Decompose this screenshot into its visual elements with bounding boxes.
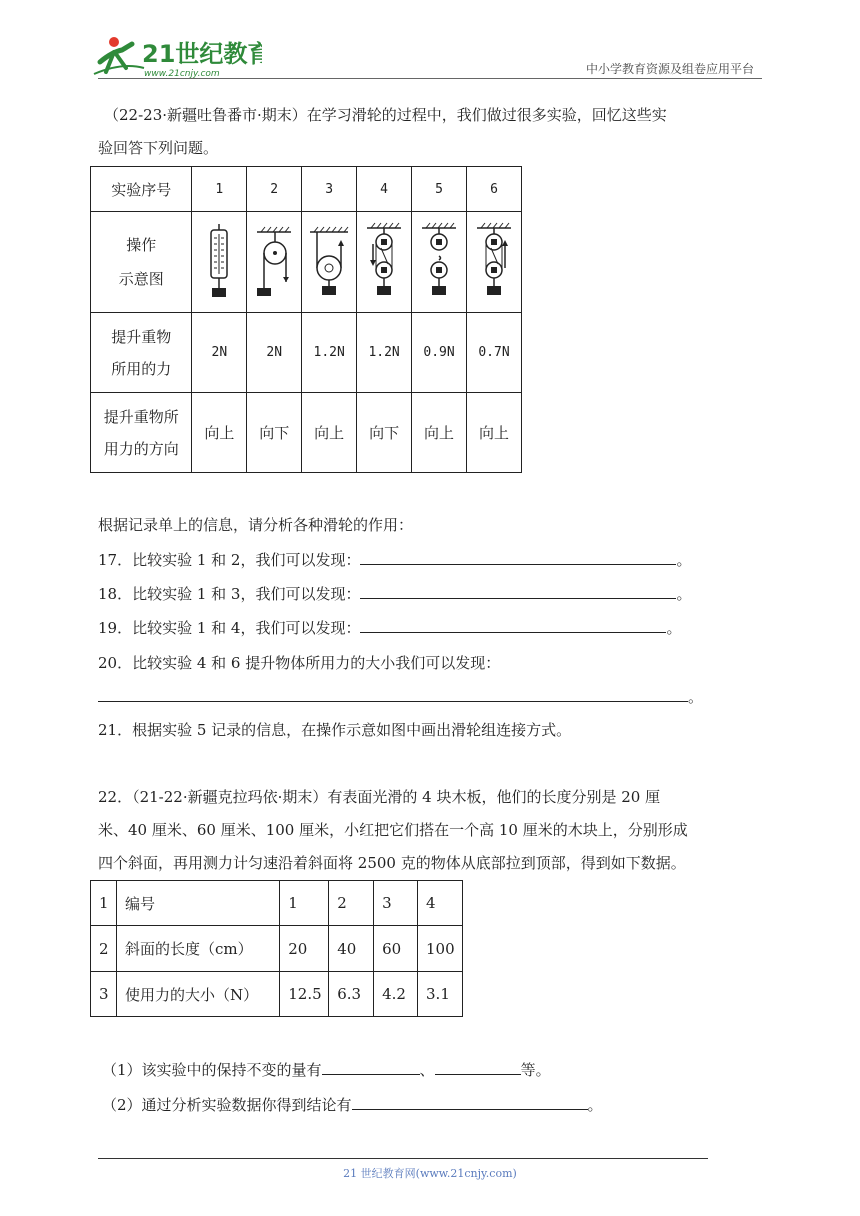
figure-cell <box>467 212 522 313</box>
table-cell: 2 <box>329 881 374 926</box>
answer-blank[interactable] <box>98 686 688 702</box>
row-number: 1 <box>91 881 117 926</box>
force-cell: 1.2N <box>357 313 412 393</box>
answer-blank[interactable] <box>322 1059 420 1075</box>
table-cell: 4.2 <box>374 972 418 1017</box>
direction-cell: 向上 <box>412 393 467 473</box>
table-cell: 3.1 <box>418 972 463 1017</box>
force-cell: 2N <box>192 313 247 393</box>
platform-name: 中小学教育资源及组卷应用平台 <box>585 62 754 76</box>
seq-cell: 5 <box>412 167 467 212</box>
question-22-line2: 米、40 厘米、60 厘米、100 厘米，小红把它们搭在一个高 10 厘米的木块上，分别形成 <box>98 821 688 839</box>
runner-icon <box>94 37 144 74</box>
pulley-experiment-table <box>90 166 522 473</box>
pulley-block-icon <box>416 220 462 304</box>
seq-cell: 1 <box>192 167 247 212</box>
figure-cell <box>247 212 302 313</box>
question-18: 18．比较实验 1 和 3，我们可以发现： 。 <box>98 585 692 603</box>
pulley-block-icon <box>471 220 517 304</box>
svg-text:www.21cnjy.com: www.21cnjy.com <box>144 69 220 79</box>
header-divider <box>98 78 762 79</box>
direction-cell: 向上 <box>192 393 247 473</box>
question-22-line1: 22．（21-22·新疆克拉玛依·期末）有表面光滑的 4 块木板，他们的长度分别是 20 厘 <box>98 788 661 806</box>
figure-cell <box>302 212 357 313</box>
answer-blank[interactable] <box>360 583 676 599</box>
figure-label: 操作 示意图 <box>91 212 192 313</box>
fixed-pulley-icon <box>251 222 297 302</box>
row-number: 3 <box>91 972 117 1017</box>
direction-cell: 向下 <box>357 393 412 473</box>
question-intro-line2: 验回答下列问题。 <box>98 139 219 157</box>
direction-cell: 向下 <box>247 393 302 473</box>
seq-cell: 4 <box>357 167 412 212</box>
table-cell: 1 <box>280 881 329 926</box>
answer-blank[interactable] <box>360 617 666 633</box>
question-22-1: （1）该实验中的保持不变的量有 、 等。 <box>102 1061 551 1079</box>
table-cell: 12.5 <box>280 972 329 1017</box>
question-20-answer: 。 <box>98 686 703 708</box>
question-17: 17．比较实验 1 和 2，我们可以发现： 。 <box>98 551 692 569</box>
analysis-intro: 根据记录单上的信息，请分析各种滑轮的作用： <box>98 516 414 534</box>
footer-text: 21 世纪教育网(www.21cnjy.com) <box>343 1167 517 1180</box>
force-cell: 2N <box>247 313 302 393</box>
question-20: 20．比较实验 4 和 6 提升物体所用力的大小我们可以发现： <box>98 654 501 672</box>
table-cell: 4 <box>418 881 463 926</box>
footer-divider <box>98 1158 708 1159</box>
pulley-block-icon <box>361 220 407 304</box>
table-cell: 6.3 <box>329 972 374 1017</box>
svg-text:21世纪教育: 21世纪教育 <box>142 40 262 68</box>
force-label: 提升重物 所用的力 <box>91 313 192 393</box>
question-22-line3: 四个斜面，再用测力计匀速沿着斜面将 2500 克的物体从底部拉到顶部，得到如下数据。 <box>98 854 686 872</box>
force-cell: 1.2N <box>302 313 357 393</box>
table-cell: 20 <box>280 926 329 972</box>
answer-blank[interactable] <box>435 1059 521 1075</box>
force-cell: 0.7N <box>467 313 522 393</box>
seq-label: 实验序号 <box>91 167 192 212</box>
seq-cell: 6 <box>467 167 522 212</box>
incline-data-table <box>90 880 463 1017</box>
direction-cell: 向上 <box>467 393 522 473</box>
question-21: 21．根据实验 5 记录的信息，在操作示意如图中画出滑轮组连接方式。 <box>98 721 572 739</box>
row-header: 编号 <box>116 881 279 926</box>
seq-cell: 2 <box>247 167 302 212</box>
movable-pulley-icon <box>306 222 352 302</box>
table-cell: 60 <box>374 926 418 972</box>
site-logo <box>92 32 262 82</box>
question-22-2: （2）通过分析实验数据你得到结论有 。 <box>102 1096 603 1114</box>
figure-cell <box>192 212 247 313</box>
table-cell: 3 <box>374 881 418 926</box>
direction-label: 提升重物所 用力的方向 <box>91 393 192 473</box>
answer-blank[interactable] <box>352 1094 588 1110</box>
row-header: 斜面的长度（cm） <box>116 926 279 972</box>
spring-scale-icon <box>204 222 234 302</box>
table-cell: 40 <box>329 926 374 972</box>
figure-cell <box>357 212 412 313</box>
row-header: 使用力的大小（N） <box>116 972 279 1017</box>
figure-cell <box>412 212 467 313</box>
force-cell: 0.9N <box>412 313 467 393</box>
question-intro-line1: （22-23·新疆吐鲁番市·期末）在学习滑轮的过程中，我们做过很多实验，回忆这些实 <box>104 106 667 124</box>
direction-cell: 向上 <box>302 393 357 473</box>
seq-cell: 3 <box>302 167 357 212</box>
row-number: 2 <box>91 926 117 972</box>
answer-blank[interactable] <box>360 549 676 565</box>
question-19: 19．比较实验 1 和 4，我们可以发现： 。 <box>98 619 682 637</box>
table-cell: 100 <box>418 926 463 972</box>
